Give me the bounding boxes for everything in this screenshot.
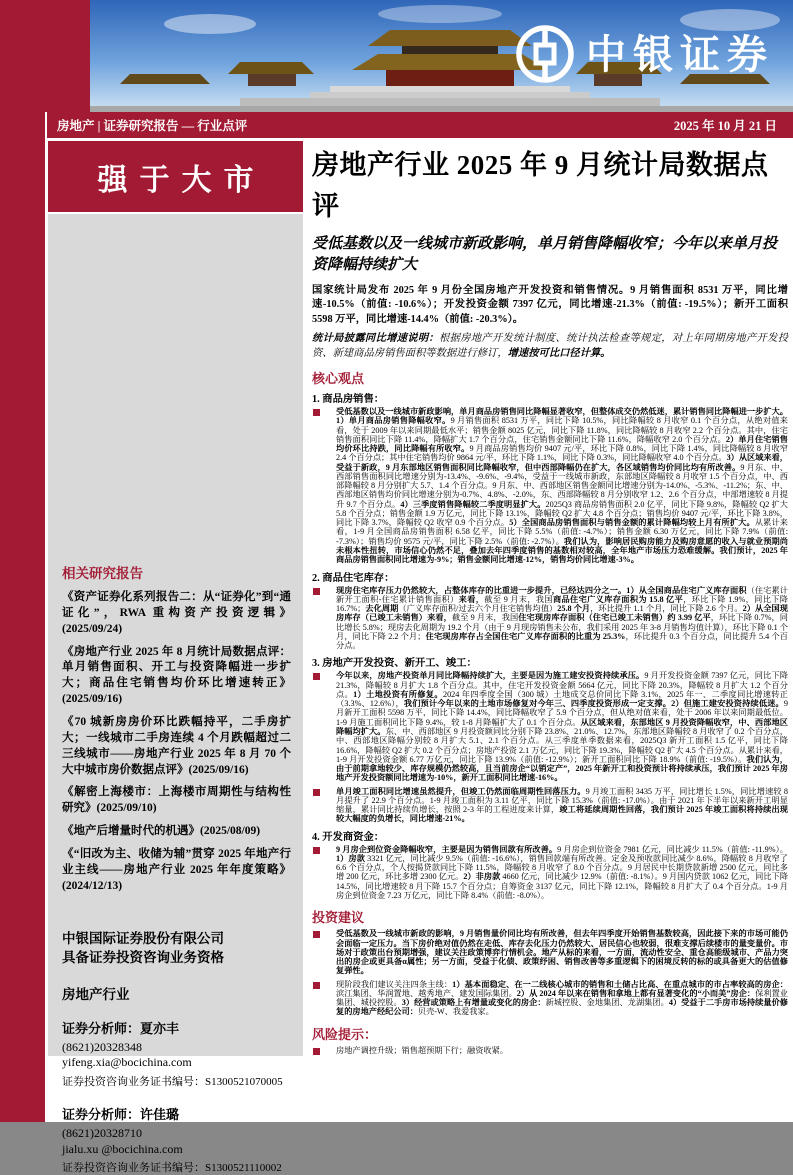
bold-segment: 我们预计今年以来的土地市场修复对今年三、四季度投资形成一定支撑。2）但施工建安投资持续低迷。 <box>403 699 784 709</box>
text-segment: 3321 亿元，同比减少 9.5%（前值: -16.6%），销售回款端有所改善。定金及预收款同比减少 8.6%，降幅较 8 月收窄了 6.6 个百分点，个人按揭贷款同比下降 11.5%，降幅较 8 月收窄了 8.0 个百分点。9 月居民中长期贷款新增 2500 亿元，同比多增 200 亿元，环比多增 2300 亿元。 <box>336 853 788 882</box>
bullet-item <box>312 787 788 824</box>
text-segment: ，环比提升 1.1 个月，同比下降 2.6 个月。 <box>590 604 743 614</box>
bold-segment: 单月竣工面积同比增速虽然提升，但竣工仍然面临周期性回落压力。 <box>336 786 586 796</box>
bold-segment: 受低基数及一线城市新政的影响，9 月销售量价同比均有所改善，但去年四季度开始销售基数较高，因此接下来的市场可能仍会面临一定压力。当下房价绝对值仍然在走低、库存去化压力仍然较大、居民信心也较弱，很难支撑后续楼市的量变量价。市场对于政策出台预期增强，建议关注政策博弈行情机会。地产从标的来看，一方面，流动性安全、重仓高能级城市、产品力突出的房企或更具备α属性；另一方面，受益于化债、政策纾困、销售改善等多重逻辑下的困境反转的标的或具备更大的估值修复弹性。 <box>336 929 788 976</box>
text-segment: 9 月开发投资金额 7397 亿元，同比下降 21.3%，降幅较 8 月扩大 1.8 个百分点。其中，住宅开发投资金额 5664 亿元，同比下降 20.3%，降幅较 8 月扩大 1.2 个百分点。 <box>336 671 788 699</box>
related-reports-list <box>62 590 291 895</box>
text-segment: 滨江集团、华润置地、越秀地产、建发国际集团。 <box>336 988 517 998</box>
text-segment: 4660 亿元，同比减少 12.9%（前值: -8.1%）。9 月国内贷款 1062 亿元，同比下降 14.5%，同比增速较 8 月下降 15.7 个百分点；自筹资金 3137 亿元，同比下降 12.1%，降幅较 8 月扩大了 0.4 个百分点。1-9 月房企到位资金 7.23 万亿元，同比下降 8.4%（前值: -8.0%）。 <box>336 872 788 900</box>
sub-heading: 3. 房地产开发投资、新开工、竣工： <box>312 658 477 670</box>
statistics-note <box>312 332 788 361</box>
bullet-item <box>312 929 788 975</box>
bold-segment: 5）全国商品房销售面积与销售金额的累计降幅均较上月有所扩大。 <box>509 518 755 528</box>
bold-segment: 3）经营或策略上有增量或变化的房企： <box>401 998 546 1008</box>
sub-heading: 2. 商品住宅库存： <box>312 572 395 584</box>
text-segment: 从累计来看，1-9 月全国商品房销售面积 6.58 亿平，同比下降 5.5%（前值: -4.7%）；销售金额 6.30 万亿元，同比下降 7.9%（前值: -7.3%）；销售均价 9575 元/平，同比下降 2.5%（前值: -2.7%）。 <box>336 518 788 546</box>
bold-segment: 来看， <box>458 594 485 604</box>
bullet-text <box>336 980 788 1017</box>
bullet-item <box>312 980 788 1017</box>
text-segment: 保利置业集团、城投控股。 <box>336 988 788 1008</box>
company-qualification: 具备证券投资咨询业务资格 <box>62 950 224 966</box>
report-link[interactable]: 《“旧改为主、收储为辅”贯穿 2025 年地产行业主线——房地产行业 2025 年年度策略》(2024/12/13) <box>62 848 291 892</box>
bullet-square-icon <box>313 847 320 854</box>
report-link[interactable]: 《地产后增量时代的机遇》(2025/08/09) <box>62 825 261 838</box>
text-segment: 2025Q3 商品房销售面积 2.0 亿平，同比下降 9.8%，降幅较 Q2 扩大 5.8 个百分点；销售金额 1.9 万亿元，同比下降 13.1%，降幅较 Q2 扩大 4.8 个百分点；销售均价 9407 元/平，环比下降 3.8%，同比下降 3.7%，降幅较 Q2 收窄 0.9 个百分点。 <box>336 499 788 528</box>
palace-illustration <box>90 0 793 112</box>
cloud <box>378 5 502 23</box>
bold-segment: 3）从区域来看，受益于新政，9 月东部地区销售面积同比降幅收窄，但中西部降幅仍在扩大，各区域销售均价同比均有所改善。 <box>336 453 788 472</box>
bullet-item <box>312 1046 788 1055</box>
company-block <box>62 929 291 968</box>
text-segment: 截至 9 月末，我国 <box>484 594 553 604</box>
bullet-item <box>312 586 788 651</box>
bold-segment: 住宅现房库存面积（住宅已竣工未销售）约 3.99 亿平 <box>518 613 711 623</box>
bold-segment: 商品住宅广义库存面积为 15.8 亿平 <box>552 594 684 604</box>
main-blocks <box>312 368 788 1055</box>
text-segment: 东、中、西部地区 9 月投资额同比分别下降 23.8%、21.0%、12.7%，东部地区降幅较 8 月收窄了 0.2 个百分点，中、西部地区降幅分别较 8 月扩大 5.1、2.1 个百分点。从三季度单季数据来看，2025Q3 新开工面积 1.5 亿平，同比下降 16.6%，降幅较 Q2 扩大 0.2 个百分点；房地产投资 2.1 万亿元，同比下降 19.3%，降幅较 Q2 扩大 4.5 个百分点。从累计来看，1-9 月开发投资金额 6.77 万亿元，同比下降 13.9%（前值: -12.9%）；新开工面积同比下降 18.9%（前值: -19.5%）。 <box>336 727 788 764</box>
cloud <box>164 14 256 34</box>
text-segment: ，环比下降 1.9%，同比下降 16.7%； <box>336 594 788 614</box>
bold-segment: 2）单月住宅销售均价环比持跌，同比降幅有所收窄。 <box>336 434 788 454</box>
note-lead: 统计局披露同比增速说明： <box>312 333 440 345</box>
main-column <box>312 145 788 1059</box>
sub-heading: 1. 商品房销售： <box>312 394 385 406</box>
bold-segment: 1）土地投资有所修复。 <box>353 689 443 699</box>
analysts <box>62 1018 291 1175</box>
company-name: 中银国际证券股份有限公司 <box>62 930 224 946</box>
bold-segment: 1）房款 <box>336 853 366 863</box>
bullet-item <box>312 671 788 782</box>
related-reports-heading: 相关研究报告 <box>62 566 143 581</box>
bold-segment: 2）非房款 <box>463 872 501 882</box>
text-segment: 9 月房企到位资金 7981 亿元，同比减少 11.5%（前值: -11.9%）。 <box>557 844 788 854</box>
bullet-item <box>312 407 788 565</box>
text-segment: （住宅累计新开工面积-住宅累计销售面积） <box>336 585 788 604</box>
report-link[interactable]: 《资产证券化系列报告二：从“证券化”到“通证化”，RWA 重构资产投资逻辑》(2025/09/24) <box>62 591 291 635</box>
section-heading: 风险提示： <box>312 1026 378 1042</box>
bold-segment: 2）从全国现房库存（已竣工未销售）来看， <box>336 604 788 623</box>
analyst-cert-number: 证券投资咨询业务证书编号：S1300521110002 <box>62 1162 282 1175</box>
bullet-square-icon <box>313 673 320 680</box>
analyst-phone: (8621)20328348 <box>62 1039 142 1054</box>
text-segment: 截至 9 月末，我国 <box>451 613 519 623</box>
text-segment: 房地产调控升级；销售超预期下行；融资收紧。 <box>336 1045 508 1055</box>
rating-badge: 强于大市 <box>48 141 303 212</box>
text-segment: 贝壳-W、我爱我家。 <box>417 1007 494 1017</box>
bold-segment: 受低基数以及一线城市新政影响，单月商品房销售同比降幅显著收窄，但整体成交仍然低迷，累计销售同比降幅进一步扩大。1）单月商品房销售降幅收窄。 <box>336 407 788 426</box>
text-segment: 9 月销售面积 8531 万平，同比下降 10.5%，同比降幅较 8 月收窄 0.1 个百分点，从绝对值来看，处于 2009 年以来同期最低水平；销售金额 8025 亿元，同比下降 11.8%，同比降幅较 8 月收窄 2.2 个百分点。其中，住宅销售面积同比下降 11.4%，降幅扩大 1.7 个百分点，住宅销售金额同比下降 11.6%，降幅收窄 2.0 个百分点。 <box>336 416 788 444</box>
text-segment: 现阶段我们建议关注四条主线： <box>336 979 453 989</box>
analyst-cert-number: 证券投资咨询业务证书编号：S1300521070005 <box>62 1075 283 1088</box>
bullet-text <box>336 845 788 901</box>
bullet-text <box>336 787 788 824</box>
analyst-email[interactable]: yifeng.xia@bocichina.com <box>62 1055 192 1070</box>
text-segment: 新城控股、金地集团、龙湖集团。 <box>545 998 669 1008</box>
bold-segment: 我们认为，由于前期拿地较少、库存规模仍然较高，且当前房企“以销定产”，2025 年新开工和投资预计将持续承压，我们预计 2025 年房地产开发投资额同比增速为-10%，新开工面积同比增速-16%。 <box>336 754 788 783</box>
note-body: 根据房地产开发统计制度、统计执法检查等规定，对上年同期房地产开发投资、新建商品房销售面积等数据进行修订， <box>312 333 789 359</box>
bold-segment: 4）三季度销售降幅较二季度明显扩大。 <box>400 499 546 509</box>
bold-segment: 25.8 个月 <box>557 604 591 614</box>
bold-segment: 1）基本面稳定、在一二线核心城市的销售和土储占比高、在重点城市的市占率较高的房企： <box>452 979 788 989</box>
sector-label: 房地产行业 <box>62 986 130 1002</box>
text-segment: 2024 年四季度全国（300 城）土地成交总价同比下降 3.1%，2025 年一、二季度同比增速转正（3.3%、12.6%）， <box>336 689 788 709</box>
bullet-square-icon <box>313 1048 320 1055</box>
sidebar <box>48 214 303 1175</box>
bold-segment: 竣工将延续周期性回落，我们预计 2025 年竣工面积将持续出现较大幅度的负增长，同比增速-21%。 <box>336 805 788 824</box>
report-link[interactable]: 《房地产行业 2025 年 8 月统计局数据点评：单月销售面积、开工与投资降幅进一步扩大；商品住宅销售均价环比增速转正》(2025/09/16) <box>62 645 291 706</box>
bold-segment: 9 月房企到位资金降幅收窄，主要是因为销售回款有所改善。 <box>336 844 558 854</box>
bold-segment: 2）从 2024 年以来在销售和拿地上都有显著变化的“小而美”房企： <box>516 988 756 998</box>
bold-segment: 现房住宅库存压力仍然较大，占整体库存的比重进一步提升，已经达四分之一。1）从全国商品住宅广义库存面积 <box>336 585 747 595</box>
analyst-block <box>62 1104 291 1175</box>
analyst-block <box>62 1018 291 1089</box>
meta-bar-left: 房地产 | 证券研究报告 — 行业点评 <box>57 119 248 133</box>
report-link[interactable]: 《70 城新房房价环比跌幅持平，二手房扩大；一线城市二手房连续 4 个月跌幅超过二三线城市——房地产行业 2025 年 8 月 70 个大中城市房价数据点评》(2025/09/16) <box>62 716 291 776</box>
bullet-text <box>336 671 788 782</box>
page-title: 房地产行业 2025 年 9 月统计局数据点评 <box>312 150 769 221</box>
analyst-name: 证券分析师：夏亦丰 <box>62 1020 180 1036</box>
bullet-square-icon <box>313 931 320 938</box>
section-heading: 核心观点 <box>312 371 365 387</box>
text-segment: 9 月商品房销售均价 9407 元/平，环比下降 0.8%，同比下降 1.4%，同比降幅较 8 月收窄 2.4 个百分点；其中住宅销售均价 9864 元/平，环比下降 1.1%，同比下降 0.3%，同比降幅收窄 4.0 个百分点。 <box>336 444 788 463</box>
bullet-text <box>336 586 788 651</box>
text-segment: 9 月新开工面积 5598 万平，同比下降 14.4%，同比降幅收窄了 5.9 个百分点，但从绝对值来看，处于 2006 年以来同期最低位。1-9 月施工面积同比下降 9.4%，较 1-8 月降幅扩大了 0.1 个百分点。 <box>336 699 788 727</box>
text-segment: 9 月竣工面积 3435 万平，同比增长 1.5%，同比增速较 8 月提升了 22.9 个百分点。1-9 月竣工面积为 3.11 亿平，同比下降 15.3%（前值: -17.0%）。由于 2021 年下半年以来新开工明显缩量，累计同比持续负增长，按照 2-3 年的工程进度来计算， <box>336 786 788 815</box>
report-date: 2025 年 10 月 21 日 <box>673 119 777 133</box>
bold-segment: 去化周期 <box>365 604 399 614</box>
bullet-square-icon <box>313 982 320 989</box>
banner-photo <box>90 0 793 112</box>
bullet-square-icon <box>313 588 320 595</box>
analyst-name: 证券分析师：许佳璐 <box>62 1106 180 1122</box>
bullet-text <box>336 929 788 975</box>
bullet-item <box>312 845 788 901</box>
cloud <box>680 9 780 31</box>
section-heading: 投资建议 <box>312 910 365 926</box>
bold-segment: 从区域来看，东部地区 9 月投资降幅收窄，中、西部地区降幅均扩大。 <box>336 717 788 736</box>
banner-left-pad <box>45 0 90 112</box>
bold-segment: 今年以来，房地产投资单月同比降幅持续扩大，主要是因为施工建安投资持续承压。 <box>336 671 645 681</box>
report-link[interactable]: 《解密上海楼市：上海楼市周期性与结构性研究》(2025/09/10) <box>62 786 291 815</box>
meta-bar <box>47 112 793 138</box>
analyst-phone: (8621)20328710 <box>62 1125 142 1140</box>
analyst-email[interactable]: jialu.xu @bocichina.com <box>62 1141 183 1156</box>
text-segment: ，环比提升 0.3 个百分点，同比提升 5.4 个百分点。 <box>336 631 788 651</box>
left-red-strip <box>0 0 45 1122</box>
bold-segment: 4）受益于二手房市场持续量价修复的房地产经纪公司： <box>336 998 788 1017</box>
bullet-text <box>336 1046 788 1055</box>
text-segment: （广义库存面积/过去六个月住宅销售均值） <box>398 604 558 614</box>
text-segment: 9 月东、中、西部销售面积同比增速分别为-13.4%、-9.6%、-9.4%，受益于一线城市新政，东部地区降幅较 8 月收窄 1.5 个百分点，中、西部降幅较 8 月分别扩大 5.7、1.4 个百分点。9 月东、中、西部地区销售金额同比增速分别为-14.0%、-5.3%、-11.2%；东、中、西部地区销售均价同比增速分别为-0.7%、4.8%、-2.0%，东、西部降幅较 8 月分别收窄 1.2、2.6 个百分点，中部增速较 8 月提升 9.7 个百分点。 <box>336 462 788 509</box>
bold-segment: 住宅现房库存占全国住宅广义库存面积的比重为 25.3% <box>425 631 626 641</box>
brand-text: 中银证券 <box>586 32 774 77</box>
bullet-square-icon <box>313 409 320 416</box>
intro-paragraph: 国家统计局发布 2025 年 9 月份全国房地产开发投资和销售情况。9 月销售面积 8531 万平，同比增速-10.5%（前值: -10.6%）；开发投资金额 7397 亿元，同比增速-21.3%（前值: -19.5%）；新开工面积 5598 万平，同比增速-14.4%（前值: -20.3%）。 <box>312 285 788 325</box>
bullet-text <box>336 407 788 565</box>
bullet-square-icon <box>313 789 320 796</box>
text-segment: ，环比下降 0.7%，同比增长 5.8%；现房去化周期为 19.2 个月（由于 9 月现房销售未公布，我们采用 2025 年 3-8 月销售均值计算），环比下降 0.1 个月，同比下降 2.2 个月； <box>336 613 788 641</box>
sub-heading: 4. 开发商资金： <box>312 831 385 843</box>
note-tail: 增速按可比口径计算。 <box>507 347 611 359</box>
report-subtitle: 受低基数以及一线城市新政影响，单月销售降幅收窄；今年以来单月投资降幅持续扩大 <box>312 236 778 273</box>
bold-segment: 我们认为，影响居民购房能力及购房意愿的收入与就业预期尚未根本性扭转，市场信心仍然不足，叠加去年四季度销售的基数相对较高，全年地产市场压力恐难缓解。我们预计，2025 年商品房销售面积同比增速为-9%；销售金额同比增速-12%，销售均价同比增速-3%。 <box>336 536 788 565</box>
